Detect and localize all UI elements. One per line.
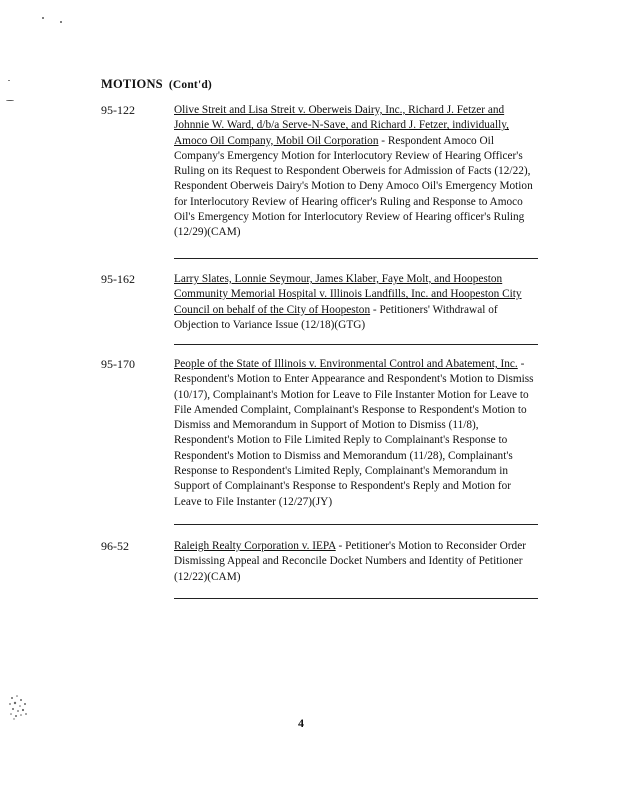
entry-divider xyxy=(174,524,538,525)
section-title: MOTIONS xyxy=(101,77,163,91)
scan-speck xyxy=(8,80,10,81)
motion-text: - Respondent Amoco Oil Company's Emergency Motion for Interlocutory Review of Hearing Officer's Ruling on its Request to Respondent Oberweis for Admission of Facts (12/22), Respondent Oberweis Dairy's Motion to Deny Amoco Oil's Emergency Motion for Interlocutory Review of Hearing officer's Ruling and Response to Amoco Oil's Emergency Motion for Interlocutory Review of Hearing officer's Ruling (12/29)(CAM) xyxy=(174,134,533,239)
scan-speck xyxy=(6,100,14,101)
case-caption: Olive Streit and Lisa Streit v. Oberweis Dairy, Inc., Richard J. Fetzer and Johnnie W. Ward, d/b/a Serve-N-Save, and Richard J. Fetzer, individually, Amoco Oil Company, Mobil Oil Corporation xyxy=(174,104,509,147)
docket-number: 95-170 xyxy=(101,357,135,371)
motion-description xyxy=(174,272,540,333)
case-caption: Larry Slates, Lonnie Seymour, James Klaber, Faye Molt, and Hoopeston Community Memorial Hospital v. Illinois Landfills, Inc. and Hoopeston City Council on behalf of the City of Hoopeston xyxy=(174,273,522,316)
entry-divider xyxy=(174,258,538,259)
section-continuation: (Cont'd) xyxy=(168,79,212,91)
motion-description xyxy=(174,539,540,585)
docket-number: 96-52 xyxy=(101,539,129,553)
entry-divider xyxy=(174,598,538,599)
motion-description xyxy=(174,103,540,241)
entry-divider xyxy=(174,344,538,345)
scan-speck xyxy=(60,21,62,23)
motion-text: - Petitioners' Withdrawal of Objection to Variance Issue (12/18)(GTG) xyxy=(174,303,498,331)
motion-text: - Respondent's Motion to Enter Appearance and Respondent's Motion to Dismiss (10/17), Complainant's Motion for Leave to File Instanter Motion for Leave to File Amended Complaint, Complainant's Response to Respondent's Motion to Dismiss and Memorandum in Support of Motion to Dismiss (11/8), Respondent's Motion to File Limited Reply to Complainant's Response to Respondent's Motion to Dismiss and Memorandum (11/28), Complainant's Response to Respondent's Limited Reply, Complainant's Memorandum in Support of Complainant's Response to Respondent's Reply and Motion for Leave to File Instanter (12/27)(JY) xyxy=(174,358,534,508)
section-heading xyxy=(101,77,212,92)
docket-number: 95-122 xyxy=(101,103,135,117)
case-caption: Raleigh Realty Corporation v. IEPA xyxy=(174,540,336,552)
case-caption: People of the State of Illinois v. Environmental Control and Abatement, Inc. xyxy=(174,358,518,370)
scan-speck xyxy=(42,17,44,19)
motion-text: - Petitioner's Motion to Reconsider Order Dismissing Appeal and Reconcile Docket Numbers and Identity of Petitioner (12/22)(CAM) xyxy=(174,540,526,583)
scan-smudge xyxy=(6,693,32,721)
motion-description xyxy=(174,357,540,510)
page-number: 4 xyxy=(298,716,304,730)
docket-number: 95-162 xyxy=(101,272,135,286)
